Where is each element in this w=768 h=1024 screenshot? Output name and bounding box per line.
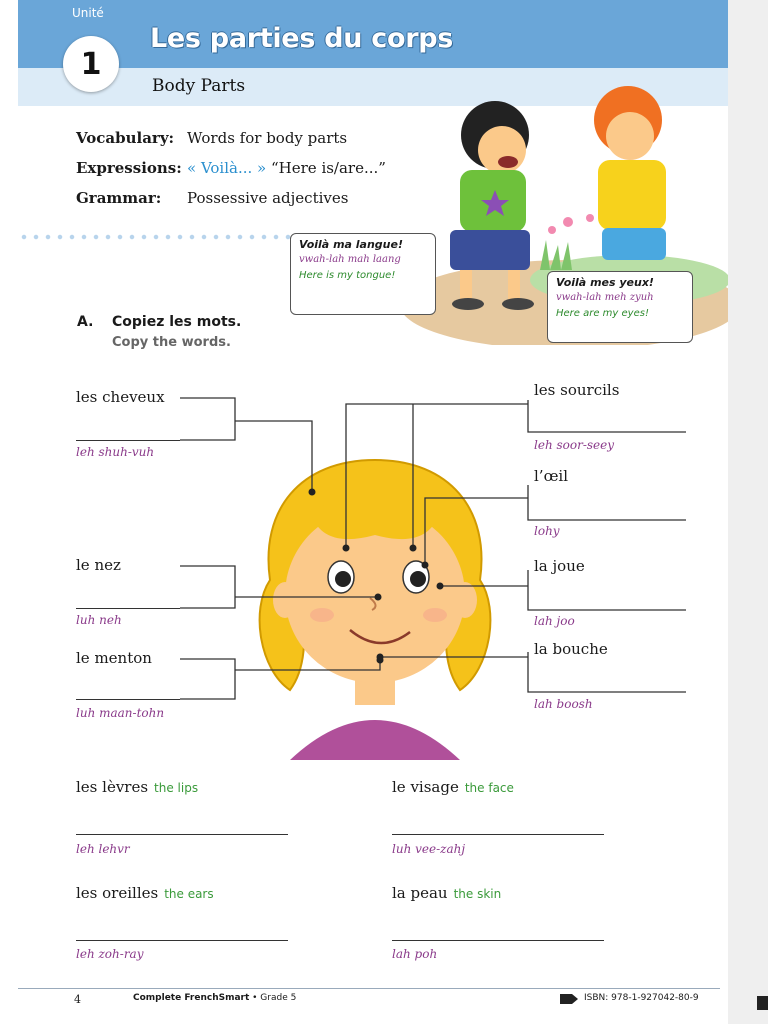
- pointer-dot: [437, 583, 444, 590]
- vocab-translation: the ears: [164, 887, 214, 901]
- vocab-visage: [392, 778, 514, 796]
- write-line[interactable]: [76, 940, 288, 941]
- bubble-french: Voilà mes yeux!: [556, 276, 654, 289]
- label-joue: la joue: [534, 557, 585, 575]
- footer-brand: [133, 993, 296, 1003]
- write-line[interactable]: [392, 834, 604, 835]
- leader-sourcils-left: [346, 404, 528, 548]
- vocabulary-label: Vocabulary:: [76, 129, 175, 147]
- unit-label: Unité: [72, 6, 104, 20]
- isbn-text: ISBN: 978-1-927042-80-9: [584, 993, 699, 1003]
- bracket-bouche: [528, 652, 686, 692]
- pointer-dot: [422, 562, 429, 569]
- expression-meaning: “Here is/are...”: [271, 159, 386, 177]
- pron-visage: luh vee-zahj: [392, 842, 466, 856]
- vocab-translation: the face: [464, 781, 514, 795]
- bracket-cheveux: [180, 398, 235, 440]
- pointer-dot: [309, 489, 316, 496]
- pron-cheveux: leh shuh-vuh: [76, 445, 155, 459]
- write-line[interactable]: [76, 608, 180, 609]
- label-nez: le nez: [76, 556, 121, 574]
- leader-oeil: [425, 498, 528, 565]
- vocab-translation: the skin: [453, 887, 502, 901]
- pointer-dot: [375, 594, 382, 601]
- bubble-french: Voilà ma langue!: [299, 238, 403, 251]
- vocab-word: le visage: [392, 778, 459, 796]
- bubble-pronunciation: vwah-lah meh zyuh: [556, 292, 654, 303]
- label-menton: le menton: [76, 649, 152, 667]
- pron-nez: luh neh: [76, 613, 122, 627]
- section-title: Copiez les mots.: [112, 314, 242, 330]
- page-number: 4: [74, 993, 81, 1006]
- expressions-label: Expressions:: [76, 159, 182, 177]
- bracket-sourcils: [528, 400, 686, 432]
- vocabulary-value: Words for body parts: [187, 129, 348, 147]
- grammar-label: Grammar:: [76, 189, 162, 207]
- pron-peau: lah poh: [392, 947, 438, 961]
- pron-oeil: lohy: [534, 524, 560, 538]
- page-edge: [728, 0, 768, 1024]
- label-sourcils: les sourcils: [534, 381, 620, 399]
- grammar-value: Possessive adjectives: [187, 189, 349, 207]
- unit-number-badge: 1: [63, 36, 119, 92]
- vocab-levres: [76, 778, 198, 796]
- leader-cheveux: [235, 421, 312, 492]
- label-oeil: l’œil: [534, 467, 568, 485]
- bracket-nez: [180, 566, 235, 608]
- leader-menton: [235, 660, 380, 670]
- bubble-english: Here is my tongue!: [299, 270, 396, 281]
- page-subtitle: Body Parts: [152, 76, 246, 96]
- bracket-menton: [180, 659, 235, 699]
- bracket-oeil: [528, 485, 686, 520]
- pron-levres: leh lehvr: [76, 842, 130, 856]
- expression-quote: « Voilà... »: [187, 159, 267, 177]
- pron-joue: lah joo: [534, 614, 575, 628]
- bubble-pronunciation: vwah-lah mah laang: [299, 254, 401, 265]
- vocab-word: la peau: [392, 884, 448, 902]
- vocab-translation: the lips: [154, 781, 199, 795]
- bubble-english: Here are my eyes!: [556, 308, 649, 319]
- section-subtitle: Copy the words.: [112, 335, 231, 350]
- publisher-logo-icon: [560, 994, 578, 1004]
- page-title: Les parties du corps: [150, 23, 454, 54]
- footer-rule: [18, 988, 720, 989]
- write-line[interactable]: [76, 440, 180, 441]
- bracket-joue: [528, 570, 686, 610]
- pointer-dot: [377, 654, 384, 661]
- pointer-dot: [410, 545, 417, 552]
- write-line[interactable]: [392, 940, 604, 941]
- pron-sourcils: leh soor-seey: [534, 438, 615, 452]
- write-line[interactable]: [76, 834, 288, 835]
- pron-oreilles: leh zoh-ray: [76, 947, 144, 961]
- vocab-word: les oreilles: [76, 884, 159, 902]
- brand-grade: • Grade 5: [249, 993, 297, 1003]
- brand-name: Complete FrenchSmart: [133, 993, 250, 1003]
- pron-menton: luh maan-tohn: [76, 706, 165, 720]
- vocab-peau: [392, 884, 501, 902]
- vocab-word: les lèvres: [76, 778, 149, 796]
- section-letter: A.: [77, 314, 94, 330]
- vocab-oreilles: [76, 884, 214, 902]
- edge-mark: [757, 996, 768, 1010]
- write-line[interactable]: [76, 699, 180, 700]
- pointer-dot: [343, 545, 350, 552]
- label-cheveux: les cheveux: [76, 388, 165, 406]
- pron-bouche: lah boosh: [534, 697, 593, 711]
- label-bouche: la bouche: [534, 640, 608, 658]
